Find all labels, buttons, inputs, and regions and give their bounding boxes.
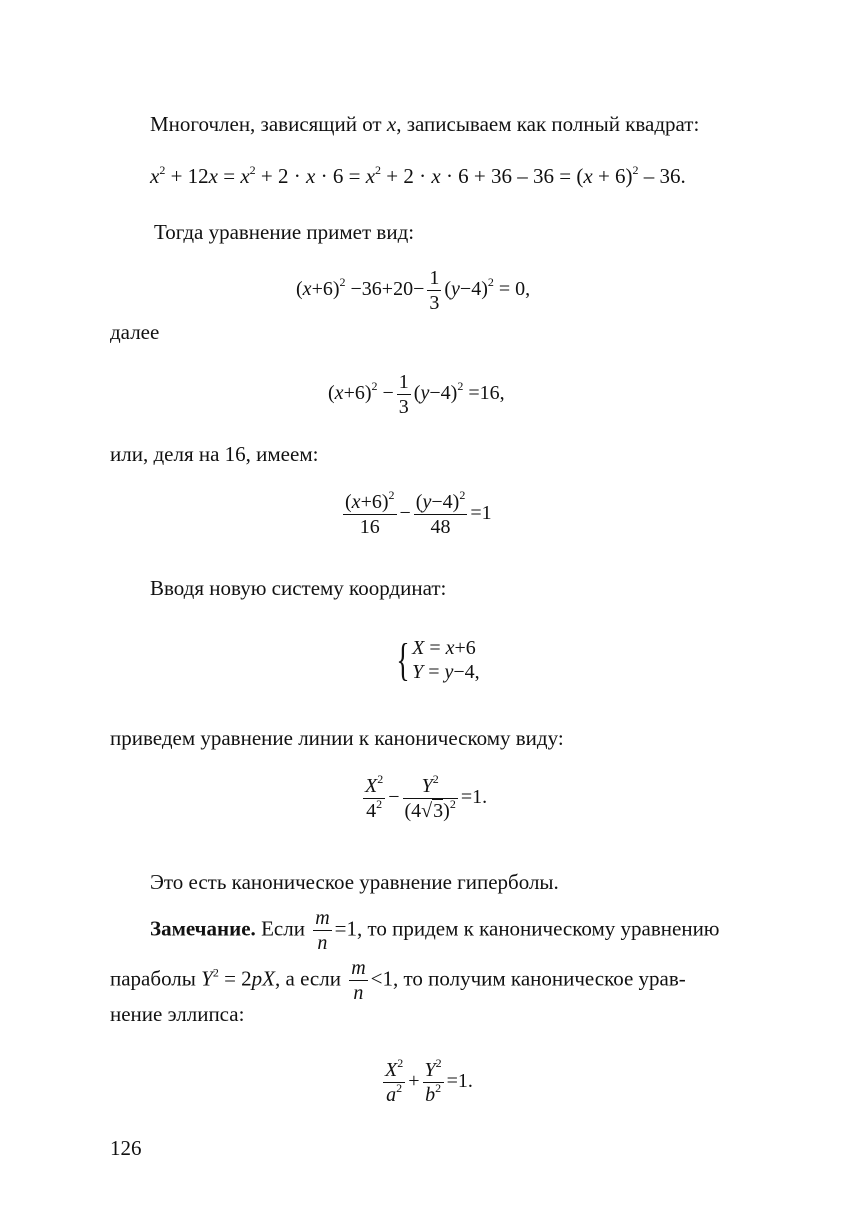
new-coords-text: Вводя новую систему координат:	[150, 576, 447, 600]
remark-line-1: Замечание. Если $\frac{m}{n}$ =1, то придем к каноническому уравнению	[150, 907, 720, 954]
system-line-1: X	[412, 637, 425, 659]
remark-line-2: параболы $Y^2 = 2pX$, а если $\frac{m}{n}$ <1, то получим каноническое урав-	[110, 957, 686, 1004]
eq-complete-square: $x^2 + 12x = x^2 + 2 \cdot x \cdot 6 = x^2 + 2 \cdot x \cdot 6 + 36 - 36 = (x + 6)^2 - 36$.	[150, 163, 686, 188]
equation-5: $\frac{X^2}{a^2}$ + $\frac{Y^2}{b^2}$ =1.	[385, 1056, 473, 1106]
equation-4: $\frac{X^2}{4^2}$ − $\frac{Y^2}{(4√3)^2}$ =1.	[365, 772, 488, 822]
then-text: Тогда уравнение примет вид:	[154, 220, 415, 244]
divide-text: или, деля на 16, имеем:	[110, 442, 319, 466]
remark-line-3: нение эллипса:	[110, 1002, 245, 1026]
equation-3: $\frac{(x+6)^2}{16}$ − $\frac{(y-4)^2}{48}$ =1	[345, 488, 492, 538]
further-text: далее	[110, 320, 160, 344]
coordinate-system: { X = x+6 Y = y−4,	[396, 634, 480, 685]
remark-label: Замечание.	[150, 916, 256, 941]
fraction-one-third: $\frac{1}{3}$	[429, 267, 440, 314]
intro-text: Многочлен, зависящий от x, записываем как полный квадрат:	[150, 112, 700, 136]
equation-1: $(x+6)^2 -36+20-$ $\frac{1}{3}$ $(y-4)^2 = 0$,	[296, 267, 531, 314]
system-line-2: Y	[412, 661, 424, 683]
hyperbola-text: Это есть каноническое уравнение гиперболы.	[150, 870, 559, 894]
page-number: 126	[110, 1136, 142, 1160]
canonical-text: приведем уравнение линии к каноническому виду:	[110, 726, 564, 750]
equation-2: $(x+6)^2$ − $\frac{1}{3}$ $(y-4)^2 =16$,	[328, 371, 505, 418]
brace-icon: {	[396, 634, 410, 685]
